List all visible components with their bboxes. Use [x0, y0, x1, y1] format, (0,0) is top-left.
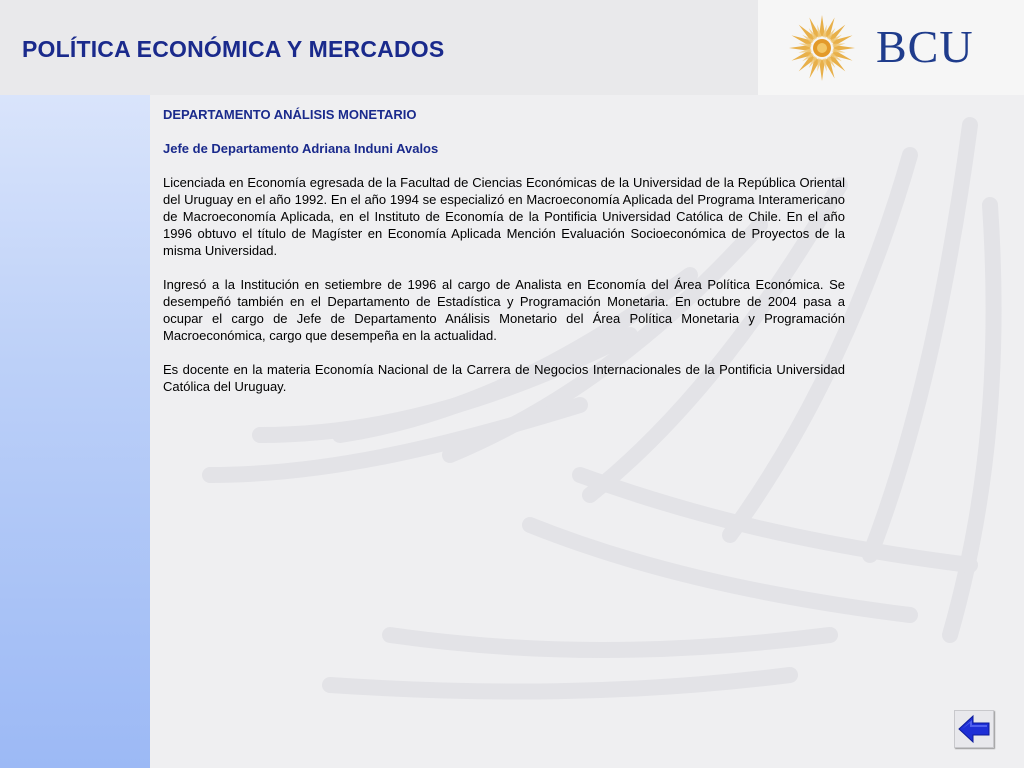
bcu-logo: [758, 0, 1024, 95]
page-title: POLÍTICA ECONÓMICA Y MERCADOS: [22, 36, 445, 62]
sidebar-decoration: [0, 95, 150, 768]
back-button[interactable]: [954, 710, 994, 748]
bio-paragraph: Licenciada en Economía egresada de la Facultad de Ciencias Económicas de la Universidad de la República Oriental del Uruguay en el año 1992. En el año 1994 se especializó en Macroeconomía Aplicada del Programa Interamericano de Macroeconomía Aplicada, en el Instituto de Economía de la Pontificia Universidad Católica de Chile. En el año 1996 obtuvo el título de Magíster en Economía Aplicada Mención Evaluación Socioeconómica de Proyectos de la misma Universidad.: [163, 175, 845, 258]
sun-icon: [788, 14, 856, 82]
department-chief: Jefe de Departamento Adriana Induni Avalos: [163, 141, 439, 156]
logo-text: BCU: [876, 21, 974, 72]
content: [163, 106, 845, 412]
bio-paragraph: Ingresó a la Institución en setiembre de 1996 al cargo de Analista en Economía del Área Política Económica. Se desempeñó también en el Departamento de Estadística y Programación Monetaria. En octubre de 2004 pasa a ocupar el cargo de Jefe de Departamento Análisis Monetario del Área Política Monetaria y Programación Macroeconómica, cargo que desempeña en la actualidad.: [163, 277, 845, 343]
header: [0, 0, 1024, 95]
arrow-left-icon: [957, 714, 991, 744]
department-heading: DEPARTAMENTO ANÁLISIS MONETARIO: [163, 107, 417, 122]
bio-paragraph: Es docente en la materia Economía Nacional de la Carrera de Negocios Internacionales de la Pontificia Universidad Católica del Uruguay.: [163, 362, 845, 394]
